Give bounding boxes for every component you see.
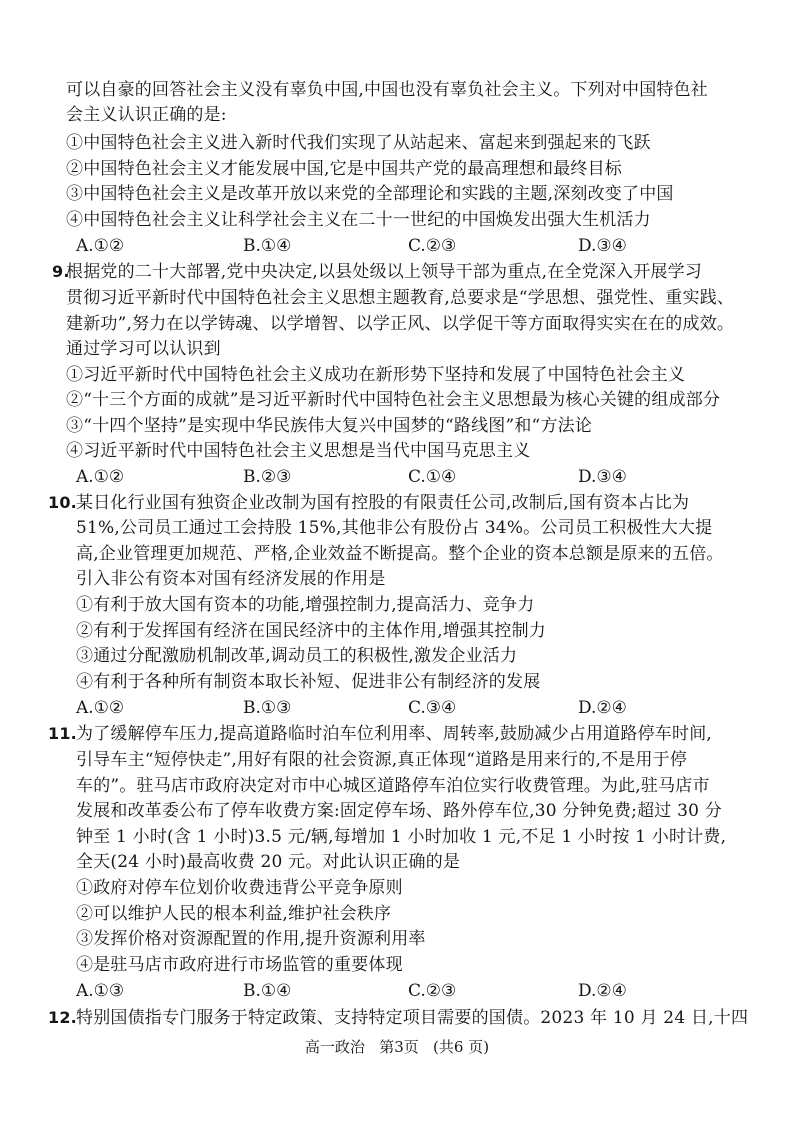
statement-item: ①习近平新时代中国特色社会主义成功在新形势下坚持和发展了中国特色社会主义 <box>66 365 686 385</box>
question-stem-line: 特别国债指专门服务于特定政策、支持特定项目需要的国债。2023 年 10 月 24 日,十四 <box>76 1008 749 1028</box>
statement-item: ④中国特色社会主义让科学社会主义在二十一世纪的中国焕发出强大生机活力 <box>66 210 651 230</box>
page-footer: 高一政治 第3页 (共6 页) <box>304 1038 490 1056</box>
answer-option-b: B.①④ <box>243 981 292 1001</box>
question-stem-line: 建新功”,努力在以学铸魂、以学增智、以学正风、以学促干等方面取得实实在在的成效。 <box>66 314 735 334</box>
statement-item: ④习近平新时代中国特色社会主义思想是当代中国马克思主义 <box>66 441 531 461</box>
question-stem-line: 钟至 1 小时(含 1 小时)3.5 元/辆,每增加 1 小时加收 1 元,不足 1 小时按 1 小时计费, <box>76 827 727 847</box>
statement-item: ③中国特色社会主义是改革开放以来党的全部理论和实践的主题,深刻改变了中国 <box>66 184 674 204</box>
answer-option-d: D.②④ <box>578 981 627 1001</box>
statement-item: ③发挥价格对资源配置的作用,提升资源利用率 <box>76 929 426 949</box>
statement-item: ③通过分配激励机制改革,调动员工的积极性,激发企业活力 <box>76 646 518 666</box>
answer-option-b: B.②③ <box>243 467 292 487</box>
question-stem-line: 引入非公有资本对国有经济发展的作用是 <box>76 569 386 589</box>
answer-option-c: C.①④ <box>408 467 457 487</box>
question-number: 9. <box>52 262 70 281</box>
question-number: 10. <box>48 493 77 512</box>
answer-option-d: D.③④ <box>578 467 627 487</box>
question-stem-line: 会主义认识正确的是: <box>66 105 227 125</box>
statement-item: ④是驻马店市政府进行市场监管的重要体现 <box>76 955 403 975</box>
answer-option-c: C.②③ <box>408 981 457 1001</box>
answer-option-a: A.①② <box>76 236 125 256</box>
statement-item: ②“十三个方面的成就”是习近平新时代中国特色社会主义思想最为核心关键的组成部分 <box>66 390 721 410</box>
question-number: 11. <box>48 724 77 743</box>
statement-item: ②有利于发挥国有经济在国民经济中的主体作用,增强其控制力 <box>76 621 547 641</box>
statement-item: ①有利于放大国有资本的功能,增强控制力,提高活力、竞争力 <box>76 595 535 615</box>
statement-item: ③“十四个坚持”是实现中华民族伟大复兴中国梦的“路线图”和“方法论 <box>66 416 593 436</box>
statement-item: ①中国特色社会主义进入新时代我们实现了从站起来、富起来到强起来的飞跃 <box>66 133 651 153</box>
statement-item: ②中国特色社会主义才能发展中国,它是中国共产党的最高理想和最终目标 <box>66 159 623 179</box>
question-stem-line: 可以自豪的回答社会主义没有辜负中国,中国也没有辜负社会主义。下列对中国特色社 <box>66 80 709 100</box>
answer-option-c: C.②③ <box>408 236 457 256</box>
question-stem-line: 51%,公司员工通过工会持股 15%,其他非公有股份占 34%。公司员工积极性大大提 <box>76 518 713 538</box>
question-stem-line: 高,企业管理更加规范、严格,企业效益不断提高。整个企业的资本总额是原来的五倍。 <box>76 544 724 564</box>
question-number: 12. <box>48 1008 77 1027</box>
answer-option-b: B.①④ <box>243 236 292 256</box>
question-stem-line: 全天(24 小时)最高收费 20 元。对此认识正确的是 <box>76 852 461 872</box>
statement-item: ④有利于各种所有制资本取长补短、促进非公有制经济的发展 <box>76 672 541 692</box>
answer-option-a: A.①③ <box>76 981 125 1001</box>
answer-option-a: A.①② <box>76 467 125 487</box>
answer-option-d: D.②④ <box>578 698 627 718</box>
question-stem-line: 为了缓解停车压力,提高道路临时泊车位利用率、周转率,鼓励减少占用道路停车时间, <box>76 724 713 744</box>
question-stem-line: 根据党的二十大部署,党中央决定,以县处级以上领导干部为重点,在全党深入开展学习 <box>66 262 703 282</box>
question-stem-line: 发展和改革委公布了停车收费方案:固定停车场、路外停车位,30 分钟免费;超过 30 分 <box>76 801 722 821</box>
question-stem-line: 引导车主“短停快走”,用好有限的社会资源,真正体现“道路是用来行的,不是用于停 <box>76 750 688 770</box>
statement-item: ②可以维护人民的根本利益,维护社会秩序 <box>76 904 392 924</box>
statement-item: ①政府对停车位划价收费违背公平竞争原则 <box>76 878 403 898</box>
question-stem-line: 贯彻习近平新时代中国特色社会主义思想主题教育,总要求是“学思想、强党性、重实践、 <box>66 288 735 308</box>
answer-option-c: C.③④ <box>408 698 457 718</box>
answer-option-a: A.①② <box>76 698 125 718</box>
answer-option-b: B.①③ <box>243 698 292 718</box>
question-stem-line: 某日化行业国有独资企业改制为国有控股的有限责任公司,改制后,国有资本占比为 <box>76 493 690 513</box>
answer-option-d: D.③④ <box>578 236 627 256</box>
question-stem-line: 通过学习可以认识到 <box>66 339 221 359</box>
question-stem-line: 车的”。驻马店市政府决定对市中心城区道路停车泊位实行收费管理。为此,驻马店市 <box>76 776 710 796</box>
